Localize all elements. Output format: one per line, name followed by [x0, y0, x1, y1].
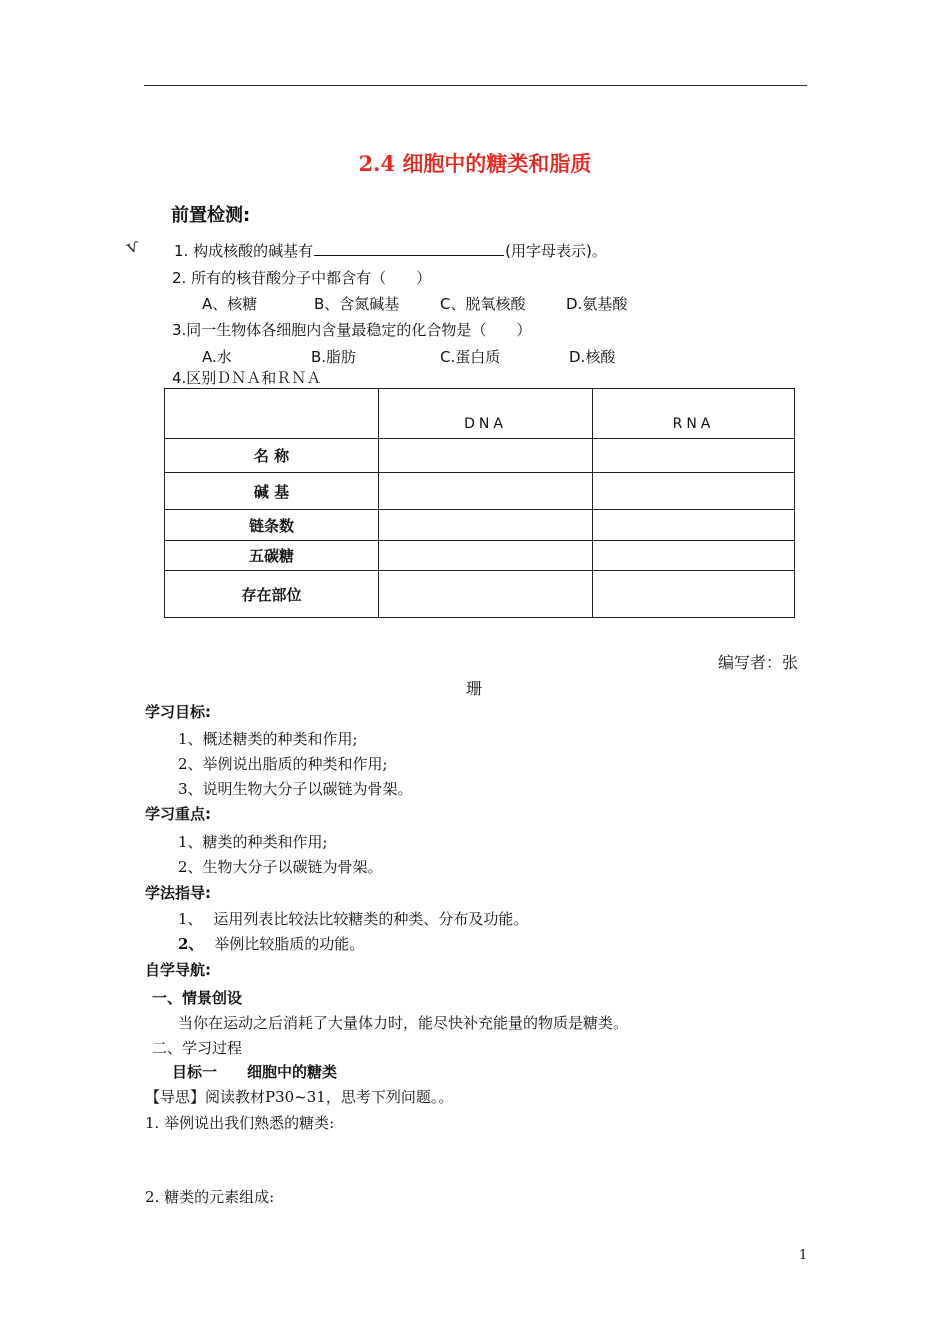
row-label-location: 存在部位 [165, 571, 379, 618]
cell-dna-base[interactable] [379, 473, 593, 510]
row-label-sugar: 五碳糖 [165, 541, 379, 571]
answer-blank[interactable] [314, 241, 504, 256]
row-label-strands: 链条数 [165, 510, 379, 541]
table-corner-cell [165, 389, 379, 439]
goal-item: 1、概述糖类的种类和作用; [178, 730, 358, 748]
question-1-suffix: (用字母表示)。 [505, 242, 607, 260]
question-1-text: 构成核酸的碱基有 [193, 242, 314, 260]
header-rule [144, 85, 807, 86]
section-2-heading: 二、学习过程 [152, 1039, 243, 1057]
cell-rna-name[interactable] [593, 439, 795, 473]
question-1 [174, 240, 607, 261]
header-dna: DNA [379, 389, 593, 439]
q3-option-a: A.水 [202, 348, 232, 366]
goal-item: 3、说明生物大分子以碳链为骨架。 [178, 780, 413, 798]
q2-option-a: A、核糖 [202, 295, 258, 313]
q2-option-c: C、脱氧核酸 [440, 295, 526, 313]
table-header-row [165, 389, 795, 439]
method-item [178, 908, 528, 929]
section-1-text: 当你在运动之后消耗了大量体力时，能尽快补充能量的物质是糖类。 [178, 1014, 629, 1032]
question-3: 3.同一生物体各细胞内含量最稳定的化合物是（ ） [172, 321, 532, 339]
author-name-cont: 珊 [466, 679, 483, 698]
focus-heading: 学习重点: [145, 805, 211, 823]
page-title: 2.4 细胞中的糖类和脂质 [358, 151, 592, 176]
table-row [165, 571, 795, 618]
question-1-number: 1. [174, 242, 189, 260]
page-number: 1 [799, 1248, 808, 1263]
cell-rna-strands[interactable] [593, 510, 795, 541]
cell-rna-sugar[interactable] [593, 541, 795, 571]
method-item-text: 举例比较脂质的功能。 [214, 935, 365, 953]
cell-dna-sugar[interactable] [379, 541, 593, 571]
q2-option-d: D.氨基酸 [566, 295, 628, 313]
table-row [165, 439, 795, 473]
study-question-2: 2. 糖类的元素组成: [145, 1188, 275, 1206]
table-row [165, 541, 795, 571]
goal-1-heading: 目标一 细胞中的糖类 [172, 1063, 338, 1081]
focus-item: 2、生物大分子以碳链为骨架。 [178, 858, 383, 876]
method-item-number: 2、 [178, 935, 204, 953]
question-4: 4.区别ＤＮＡ和ＲＮＡ [172, 369, 322, 387]
cell-rna-base[interactable] [593, 473, 795, 510]
table-row [165, 473, 795, 510]
q2-option-b: B、含氮碱基 [314, 295, 400, 313]
cell-rna-location[interactable] [593, 571, 795, 618]
row-label-name: 名 称 [165, 439, 379, 473]
method-item-text: 运用列表比较法比较糖类的种类、分布及功能。 [213, 910, 529, 928]
focus-item: 1、糖类的种类和作用; [178, 833, 328, 851]
goal-item: 2、举例说出脂质的种类和作用; [178, 755, 388, 773]
guide-text: 【导思】阅读教材P30~31，思考下列问题。。 [145, 1088, 454, 1106]
table-row [165, 510, 795, 541]
q3-option-b: B.脂肪 [311, 348, 357, 366]
method-item-number: 1、 [178, 910, 203, 928]
row-label-base: 碱 基 [165, 473, 379, 510]
q3-option-d: D.核酸 [569, 348, 616, 366]
check-mark: ⱱ [123, 234, 143, 259]
nav-heading: 自学导航: [145, 961, 211, 979]
cell-dna-name[interactable] [379, 439, 593, 473]
study-question-1: 1. 举例说出我们熟悉的糖类: [145, 1114, 335, 1132]
method-heading: 学法指导: [145, 884, 211, 902]
cell-dna-location[interactable] [379, 571, 593, 618]
dna-rna-table [164, 388, 795, 618]
method-item [178, 933, 364, 954]
q3-option-c: C.蛋白质 [440, 348, 501, 366]
section-1-heading: 一、情景创设 [152, 989, 243, 1007]
question-2: 2. 所有的核苷酸分子中都含有（ ） [172, 269, 432, 287]
goals-heading: 学习目标: [145, 703, 211, 721]
pre-test-heading: 前置检测: [171, 205, 251, 226]
cell-dna-strands[interactable] [379, 510, 593, 541]
author-label: 编写者：张 [718, 653, 799, 672]
header-rna: RNA [593, 389, 795, 439]
